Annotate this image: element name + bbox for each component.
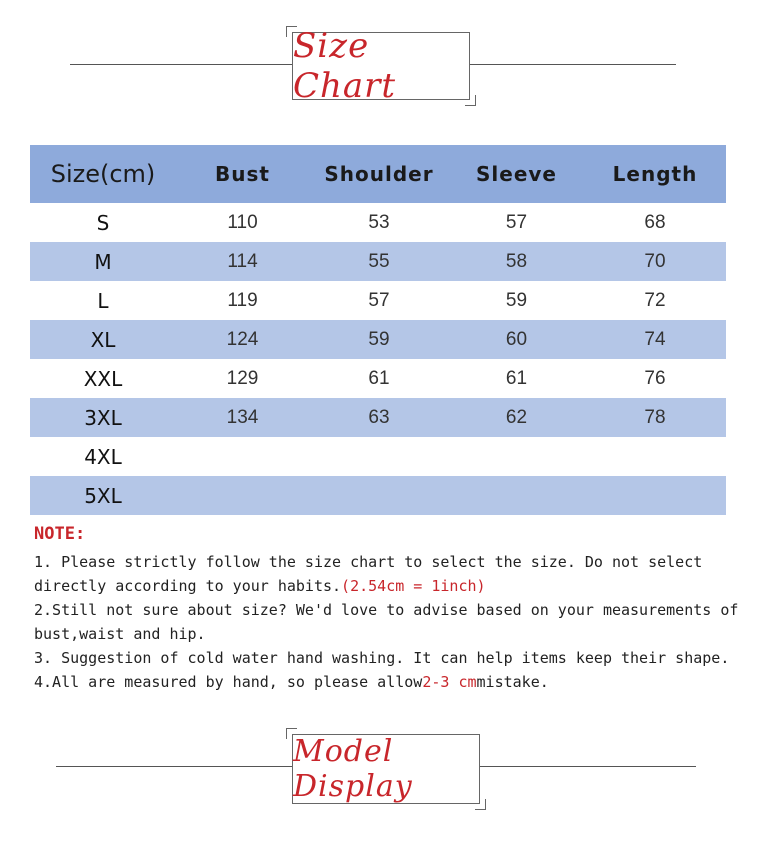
length-cell [584, 476, 726, 515]
size-table [30, 145, 726, 515]
table-row [30, 437, 726, 476]
shoulder-cell: 57 [368, 289, 390, 311]
bust-cell: 119 [227, 289, 258, 311]
size-cell: S [96, 210, 110, 235]
notes-section [34, 522, 744, 694]
bust-cell: 114 [176, 242, 309, 281]
shoulder-cell [309, 437, 449, 476]
size-cell: L [97, 288, 109, 313]
shoulder-cell [309, 476, 449, 515]
model-display-heading [0, 732, 765, 806]
sleeve-cell: 57 [505, 211, 528, 233]
length-cell: 74 [584, 320, 726, 359]
header-shoulder: Shoulder [309, 145, 449, 203]
sleeve-cell: 62 [449, 398, 584, 437]
size-cell: XL [30, 320, 176, 359]
size-cell: 5XL [30, 476, 176, 515]
mistake-range: 2-3 cm [422, 673, 477, 691]
note-line-1 [34, 550, 744, 598]
heading-rule-right [480, 766, 696, 767]
note-line-4 [34, 670, 744, 694]
bust-cell: 129 [226, 367, 259, 389]
table-row [30, 203, 726, 242]
note-line-4-post: mistake. [476, 673, 549, 691]
size-chart-title: Size Chart [292, 32, 470, 100]
note-line-3: 3. Suggestion of cold water hand washing. It can help items keep their shape. [34, 649, 730, 667]
header-bust: Bust [176, 145, 309, 203]
bust-cell: 134 [176, 398, 309, 437]
length-cell: 76 [644, 367, 666, 389]
inch-conversion: (2.54cm = 1inch) [341, 577, 486, 595]
note-title: NOTE: [34, 524, 86, 544]
note-line-2: 2.Still not sure about size? We'd love to advise based on your measurements of bust,waist and hip. [34, 601, 739, 643]
table-row [30, 281, 726, 320]
sleeve-cell [449, 437, 584, 476]
length-cell: 78 [584, 398, 726, 437]
table-row [30, 359, 726, 398]
table-row [30, 242, 726, 281]
header-sleeve: Sleeve [449, 145, 584, 203]
bust-cell [176, 476, 309, 515]
bust-cell [176, 437, 309, 476]
note-line-1-text: 1. Please strictly follow the size chart to select the size. Do not select directly according to your habits. [34, 553, 703, 595]
length-cell: 68 [644, 211, 666, 233]
length-cell: 70 [584, 242, 726, 281]
size-cell: 4XL [84, 444, 122, 469]
size-cell: XXL [83, 366, 123, 391]
heading-rule-right [470, 64, 676, 65]
shoulder-cell: 59 [309, 320, 449, 359]
table-row [30, 320, 726, 359]
table-row [30, 476, 726, 515]
sleeve-cell: 60 [449, 320, 584, 359]
note-line-4-pre: 4.All are measured by hand, so please allow [34, 673, 423, 691]
shoulder-cell: 53 [368, 211, 390, 233]
header-length: Length [584, 145, 726, 203]
shoulder-cell: 55 [309, 242, 449, 281]
bust-cell: 110 [227, 211, 258, 233]
size-cell: M [30, 242, 176, 281]
model-display-title: Model Display [292, 734, 480, 804]
sleeve-cell: 61 [505, 367, 528, 389]
table-row [30, 398, 726, 437]
length-cell: 72 [644, 289, 666, 311]
heading-rule-left [56, 766, 292, 767]
sleeve-cell: 59 [505, 289, 528, 311]
shoulder-cell: 61 [368, 367, 390, 389]
sleeve-cell [449, 476, 584, 515]
table-header-row [30, 145, 726, 203]
size-chart-heading [0, 26, 765, 106]
header-size: Size(cm) [30, 145, 176, 203]
sleeve-cell: 58 [449, 242, 584, 281]
size-cell: 3XL [30, 398, 176, 437]
shoulder-cell: 63 [309, 398, 449, 437]
bust-cell: 124 [176, 320, 309, 359]
length-cell [584, 437, 726, 476]
heading-rule-left [70, 64, 292, 65]
